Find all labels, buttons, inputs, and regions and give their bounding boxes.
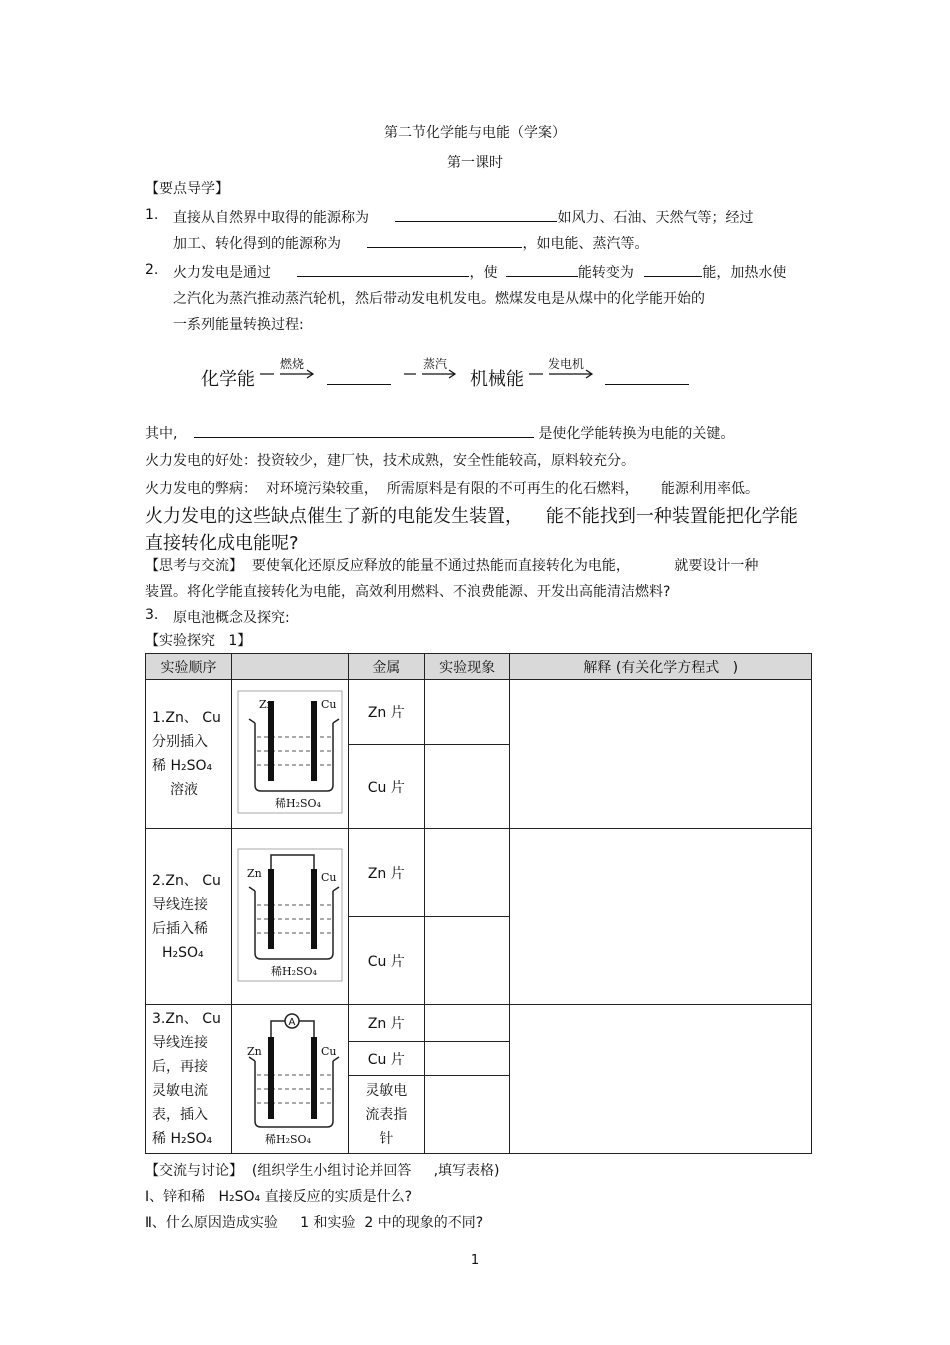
row1-phenomenon-zn[interactable] xyxy=(424,680,510,745)
item3-number: 3. xyxy=(145,607,159,623)
key-line xyxy=(145,423,734,443)
question-2: Ⅱ、什么原因造成实验 1 和实验 2 中的现象的不同? xyxy=(145,1215,484,1231)
think-line2: 装置。将化学能直接转化为电能，高效利用燃料、不浪费能源、开发出高能清洁燃料? xyxy=(145,584,671,600)
discussion-title: 【交流与讨论】 (组织学生小组讨论并回答 ,填写表格) xyxy=(145,1163,500,1179)
flow-arrow1-label: 燃烧 xyxy=(280,357,305,371)
zn-label: Zn xyxy=(246,866,262,880)
flow-blank-1[interactable] xyxy=(327,370,391,385)
table-row xyxy=(146,680,812,745)
beaker-diagram-2 xyxy=(235,845,345,985)
cu-label: Cu xyxy=(320,698,337,711)
row3-order-line: 导线连接 xyxy=(152,1035,208,1051)
item3-text: 原电池概念及探究: xyxy=(173,610,290,626)
row3-order xyxy=(146,1005,232,1154)
row2-order-line: 2.Zn、 Cu xyxy=(152,872,221,889)
row2-order xyxy=(146,829,232,1005)
page-subtitle: 第一课时 xyxy=(447,155,503,171)
header-diagram xyxy=(231,654,348,680)
acid-label: 稀H₂SO₄ xyxy=(274,797,321,810)
header-order: 实验顺序 xyxy=(146,654,232,680)
ammeter-label: A xyxy=(288,1017,296,1028)
flow-chemical-energy: 化学能 xyxy=(201,369,255,390)
item2-line3: 一系列能量转换过程: xyxy=(173,317,304,333)
row3-metal-zn: Zn 片 xyxy=(348,1005,424,1042)
item2-number: 2. xyxy=(145,262,159,278)
blank-energy-to[interactable] xyxy=(644,262,702,277)
experiment-title: 【实验探究 1】 xyxy=(145,633,252,649)
row1-metal-zn: Zn 片 xyxy=(348,680,424,745)
experiment-table xyxy=(145,653,812,1154)
item2-line1-b: ，使 xyxy=(469,265,498,281)
blank-key-process[interactable] xyxy=(194,423,534,438)
row3-phenomenon-zn[interactable] xyxy=(424,1005,510,1042)
item1-line2-a: 加工、转化得到的能源称为 xyxy=(173,236,341,252)
blank-process[interactable] xyxy=(297,262,469,277)
big-question-line2: 直接转化成电能呢? xyxy=(145,533,299,554)
flow-blank-2[interactable] xyxy=(605,370,689,385)
item2-line2: 之汽化为蒸汽推动蒸汽轮机，然后带动发电机发电。燃煤发电是从煤中的化学能开始的 xyxy=(173,291,705,307)
row1-order xyxy=(146,680,232,829)
flow-arrow3-label: 发电机 xyxy=(548,357,585,371)
blank-secondary-energy[interactable] xyxy=(367,233,522,248)
row1-explanation[interactable] xyxy=(510,680,812,829)
row2-phenomenon-zn[interactable] xyxy=(424,829,510,917)
item2-line1 xyxy=(173,262,786,282)
table-row xyxy=(146,829,812,917)
zn-label: Zn xyxy=(246,1045,262,1058)
row3-order-line: 稀 H₂SO₄ xyxy=(152,1131,213,1147)
beaker-diagram-1 xyxy=(235,687,345,817)
row1-order-line: 稀 H₂SO₄ xyxy=(152,758,213,774)
row3-order-line: 3.Zn、 Cu xyxy=(152,1011,221,1027)
row3-metal-cu: Cu 片 xyxy=(348,1042,424,1076)
row2-diagram-cell xyxy=(231,829,348,1005)
item1-line2-b: ，如电能、蒸汽等。 xyxy=(522,236,649,252)
row2-metal-zn: Zn 片 xyxy=(348,829,424,917)
item1-number: 1. xyxy=(145,207,159,223)
item1-line2 xyxy=(173,233,648,253)
key-line-a: 其中, xyxy=(145,426,178,442)
header-phenomenon: 实验现象 xyxy=(424,654,510,680)
row1-metal-cu: Cu 片 xyxy=(348,745,424,829)
table-row xyxy=(146,1005,812,1042)
row2-order-line: 导线连接 xyxy=(152,896,208,913)
row3-explanation[interactable] xyxy=(510,1005,812,1154)
row2-order-line: 后插入稀 xyxy=(152,920,208,937)
item1-line1 xyxy=(173,207,753,227)
disadvantage-text: 火力发电的弊病： 对环境污染较重， 所需原料是有限的不可再生的化石燃料， 能源利用率低。 xyxy=(145,481,760,497)
row2-metal-cu: Cu 片 xyxy=(348,917,424,1005)
row1-diagram-cell xyxy=(231,680,348,829)
page-number: 1 xyxy=(470,1253,480,1268)
section-key-points: 【要点导学】 xyxy=(145,181,229,197)
row2-phenomenon-cu[interactable] xyxy=(424,917,510,1005)
row3-order-line: 灵敏电流 xyxy=(152,1083,208,1099)
cu-label: Cu xyxy=(320,1045,337,1058)
big-question-line1: 火力发电的这些缺点催生了新的电能发生装置， 能不能找到一种装置能把化学能 xyxy=(145,506,798,527)
flow-arrow2-label: 蒸汽 xyxy=(423,357,448,371)
row2-order-line: H₂SO₄ xyxy=(162,944,204,961)
row3-phenomenon-ammeter[interactable] xyxy=(424,1076,510,1154)
question-1: Ⅰ、锌和稀 H₂SO₄ 直接反应的实质是什么? xyxy=(145,1189,413,1205)
row3-order-line: 后，再接 xyxy=(152,1059,208,1075)
row3-metal-ammeter: 灵敏电流表指针 xyxy=(348,1076,424,1154)
zn-label: Zn xyxy=(258,698,274,711)
advantage-text: 火力发电的好处：投资较少，建厂快，技术成熟，安全性能较高，原料较充分。 xyxy=(145,453,635,469)
header-metal: 金属 xyxy=(348,654,424,680)
table-header-row xyxy=(146,654,812,680)
row3-order-line: 表，插入 xyxy=(152,1107,208,1123)
key-line-b: 是使化学能转换为电能的关键。 xyxy=(538,426,735,442)
page-title: 第二节化学能与电能（学案） xyxy=(384,125,566,141)
blank-primary-energy[interactable] xyxy=(395,207,557,222)
item2-line1-c: 能转变为 xyxy=(577,265,634,281)
row3-phenomenon-cu[interactable] xyxy=(424,1042,510,1076)
header-explanation: 解释 (有关化学方程式 ) xyxy=(510,654,812,680)
blank-energy-from[interactable] xyxy=(506,262,578,277)
item2-line1-d: 能，加热水使 xyxy=(702,265,787,281)
cu-label: Cu xyxy=(320,870,337,884)
flow-mechanical-energy: 机械能 xyxy=(470,369,524,390)
beaker-diagram-3 xyxy=(235,1007,345,1147)
item2-line1-a: 火力发电是通过 xyxy=(173,265,271,281)
row1-order-line: 溶液 xyxy=(170,782,198,798)
row3-diagram-cell xyxy=(231,1005,348,1154)
row1-phenomenon-cu[interactable] xyxy=(424,745,510,829)
acid-label: 稀H₂SO₄ xyxy=(270,964,317,978)
row1-order-line: 1.Zn、 Cu xyxy=(152,710,221,726)
row2-explanation[interactable] xyxy=(510,829,812,1005)
think-line1: 【思考与交流】 要使氧化还原反应释放的能量不通过热能而直接转化为电能， 就要设计一种 xyxy=(145,558,759,574)
acid-label: 稀H₂SO₄ xyxy=(264,1133,311,1146)
row1-order-line: 分别插入 xyxy=(152,734,208,750)
item1-line1-b: 如风力、石油、天然气等；经过 xyxy=(557,210,754,226)
item1-line1-a: 直接从自然界中取得的能源称为 xyxy=(173,210,369,226)
